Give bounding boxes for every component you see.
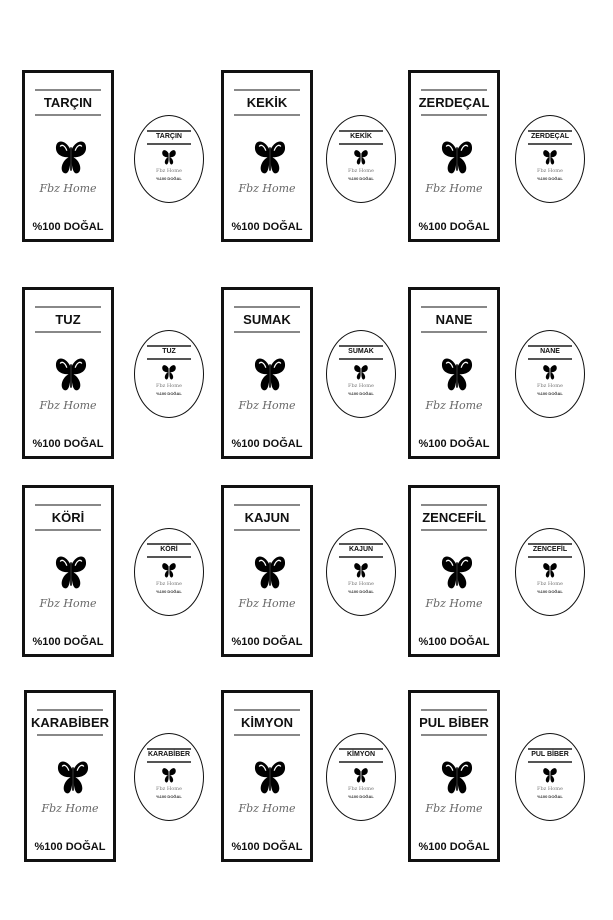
label-title: TUZ (55, 312, 81, 327)
butterfly-icon (440, 759, 474, 799)
butterfly-icon (161, 562, 177, 580)
spice-label-sumak (221, 287, 313, 459)
spice-label-kekik (221, 70, 313, 242)
natural-claim: %100 DOĞAL (156, 391, 182, 396)
label-title: TARÇIN (43, 95, 93, 110)
butterfly-icon (353, 767, 369, 785)
round-label-title: KİMYON (347, 751, 375, 758)
brand-name: Fbz Home (348, 168, 374, 174)
natural-claim: %100 DOĞAL (348, 391, 374, 396)
butterfly-icon (56, 759, 90, 799)
title-rule-bottom (234, 331, 300, 333)
brand-name: Fbz Home (39, 597, 97, 610)
natural-claim: %100 DOĞAL (418, 636, 490, 648)
label-title: ZERDEÇAL (418, 95, 490, 110)
title-rule-top (37, 709, 103, 711)
title-rule-bottom (147, 358, 191, 360)
title-rule-bottom (147, 143, 191, 145)
brand-name: Fbz Home (537, 383, 563, 389)
round-label-nane (515, 330, 585, 418)
natural-claim: %100 DOĞAL (231, 841, 303, 853)
title-rule-bottom (37, 734, 103, 736)
butterfly-icon (353, 562, 369, 580)
round-label-title: SUMAK (348, 348, 374, 355)
title-rule-bottom (528, 761, 572, 763)
round-label-zerdecal (515, 115, 585, 203)
title-rule-bottom (339, 143, 383, 145)
round-label-title: ZENCEFİL (532, 546, 568, 553)
title-rule-bottom (147, 556, 191, 558)
natural-claim: %100 DOĞAL (32, 438, 104, 450)
spice-label-tuz (22, 287, 114, 459)
brand-name: Fbz Home (156, 786, 182, 792)
natural-claim: %100 DOĞAL (537, 391, 563, 396)
spice-label-kajun (221, 485, 313, 657)
round-label-karabiber (134, 733, 204, 821)
butterfly-icon (54, 139, 88, 179)
butterfly-icon (542, 364, 558, 382)
title-rule-bottom (234, 734, 300, 736)
butterfly-icon (440, 139, 474, 179)
brand-name: Fbz Home (348, 383, 374, 389)
title-rule-bottom (339, 761, 383, 763)
round-label-kekik (326, 115, 396, 203)
brand-name: Fbz Home (348, 786, 374, 792)
butterfly-icon (54, 554, 88, 594)
title-rule-bottom (147, 761, 191, 763)
label-title: KAJUN (244, 510, 290, 525)
butterfly-icon (253, 139, 287, 179)
spice-label-zerdecal (408, 70, 500, 242)
butterfly-icon (54, 356, 88, 396)
title-rule-bottom (234, 114, 300, 116)
round-label-tuz (134, 330, 204, 418)
natural-claim: %100 DOĞAL (537, 794, 563, 799)
brand-name: Fbz Home (156, 383, 182, 389)
butterfly-icon (542, 562, 558, 580)
natural-claim: %100 DOĞAL (156, 176, 182, 181)
natural-claim: %100 DOĞAL (231, 438, 303, 450)
natural-claim: %100 DOĞAL (32, 221, 104, 233)
round-label-zencefil (515, 528, 585, 616)
title-rule-top (234, 709, 300, 711)
brand-name: Fbz Home (425, 597, 483, 610)
title-rule-top (421, 504, 487, 506)
round-label-title: KÖRİ (160, 546, 178, 553)
natural-claim: %100 DOĞAL (348, 794, 374, 799)
title-rule-bottom (528, 556, 572, 558)
butterfly-icon (353, 149, 369, 167)
spice-label-tarcin (22, 70, 114, 242)
brand-name: Fbz Home (425, 399, 483, 412)
natural-claim: %100 DOĞAL (537, 589, 563, 594)
brand-name: Fbz Home (238, 182, 296, 195)
round-label-kori (134, 528, 204, 616)
label-title: KARABİBER (31, 715, 109, 730)
butterfly-icon (440, 554, 474, 594)
brand-name: Fbz Home (41, 802, 99, 815)
butterfly-icon (253, 554, 287, 594)
round-label-title: TUZ (162, 348, 176, 355)
brand-name: Fbz Home (537, 168, 563, 174)
butterfly-icon (542, 149, 558, 167)
brand-name: Fbz Home (39, 399, 97, 412)
label-title: PUL BİBER (419, 715, 489, 730)
title-rule-bottom (421, 734, 487, 736)
round-label-kimyon (326, 733, 396, 821)
brand-name: Fbz Home (348, 581, 374, 587)
title-rule-top (35, 306, 101, 308)
round-label-title: KEKİK (350, 133, 372, 140)
butterfly-icon (161, 149, 177, 167)
natural-claim: %100 DOĞAL (418, 841, 490, 853)
butterfly-icon (161, 364, 177, 382)
title-rule-top (234, 306, 300, 308)
brand-name: Fbz Home (425, 182, 483, 195)
natural-claim: %100 DOĞAL (156, 589, 182, 594)
brand-name: Fbz Home (537, 581, 563, 587)
round-label-title: KAJUN (348, 546, 374, 553)
round-label-title: NANE (540, 348, 560, 355)
title-rule-bottom (339, 556, 383, 558)
natural-claim: %100 DOĞAL (231, 221, 303, 233)
natural-claim: %100 DOĞAL (418, 438, 490, 450)
title-rule-top (421, 89, 487, 91)
round-label-kajun (326, 528, 396, 616)
natural-claim: %100 DOĞAL (156, 794, 182, 799)
butterfly-icon (440, 356, 474, 396)
spice-label-karabiber (24, 690, 116, 862)
title-rule-bottom (421, 529, 487, 531)
butterfly-icon (161, 767, 177, 785)
title-rule-bottom (35, 529, 101, 531)
brand-name: Fbz Home (238, 802, 296, 815)
spice-label-pul-biber (408, 690, 500, 862)
title-rule-bottom (528, 143, 572, 145)
label-title: SUMAK (243, 312, 291, 327)
brand-name: Fbz Home (156, 168, 182, 174)
title-rule-top (35, 89, 101, 91)
natural-claim: %100 DOĞAL (348, 176, 374, 181)
title-rule-bottom (234, 529, 300, 531)
butterfly-icon (542, 767, 558, 785)
title-rule-top (421, 306, 487, 308)
round-label-pul-biber (515, 733, 585, 821)
spice-label-nane (408, 287, 500, 459)
title-rule-bottom (421, 114, 487, 116)
butterfly-icon (253, 759, 287, 799)
label-title: ZENCEFİL (422, 510, 486, 525)
round-label-title: ZERDEÇAL (530, 133, 570, 140)
label-title: KEKİK (246, 95, 288, 110)
title-rule-top (234, 89, 300, 91)
label-title: NANE (435, 312, 473, 327)
round-label-tarcin (134, 115, 204, 203)
title-rule-bottom (528, 358, 572, 360)
butterfly-icon (253, 356, 287, 396)
title-rule-top (234, 504, 300, 506)
butterfly-icon (353, 364, 369, 382)
natural-claim: %100 DOĞAL (231, 636, 303, 648)
title-rule-bottom (35, 114, 101, 116)
round-label-title: KARABİBER (148, 751, 190, 758)
title-rule-bottom (339, 358, 383, 360)
natural-claim: %100 DOĞAL (418, 221, 490, 233)
round-label-title: TARÇIN (156, 133, 182, 140)
round-label-title: PUL BİBER (531, 751, 569, 758)
natural-claim: %100 DOĞAL (348, 589, 374, 594)
title-rule-bottom (421, 331, 487, 333)
brand-name: Fbz Home (238, 597, 296, 610)
brand-name: Fbz Home (238, 399, 296, 412)
spice-label-kimyon (221, 690, 313, 862)
brand-name: Fbz Home (537, 786, 563, 792)
brand-name: Fbz Home (156, 581, 182, 587)
brand-name: Fbz Home (39, 182, 97, 195)
spice-label-kori (22, 485, 114, 657)
label-title: KİMYON (241, 715, 293, 730)
natural-claim: %100 DOĞAL (34, 841, 106, 853)
title-rule-top (35, 504, 101, 506)
brand-name: Fbz Home (425, 802, 483, 815)
natural-claim: %100 DOĞAL (32, 636, 104, 648)
title-rule-bottom (35, 331, 101, 333)
title-rule-top (421, 709, 487, 711)
natural-claim: %100 DOĞAL (537, 176, 563, 181)
spice-label-zencefil (408, 485, 500, 657)
round-label-sumak (326, 330, 396, 418)
label-title: KÖRİ (51, 510, 85, 525)
